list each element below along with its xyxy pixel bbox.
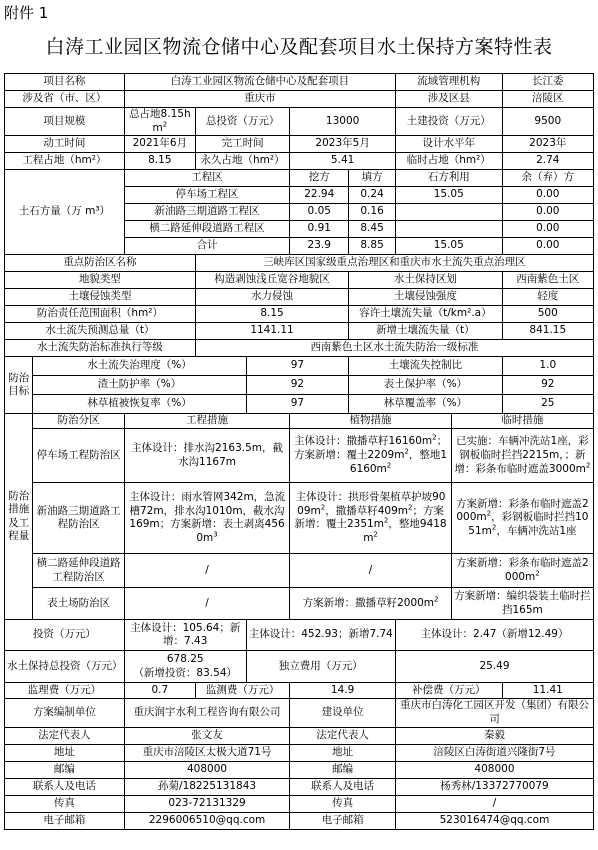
annex-label: 附件 1 (4, 4, 49, 22)
legal-rep-label: 法定代表人 (5, 727, 125, 744)
postcode-label: 邮编 (290, 761, 396, 778)
address-value: 涪陵区白涛街道兴隆街7号 (395, 744, 593, 761)
measures-header-area: 防治分区 (33, 414, 124, 429)
perm-value: 5.41 (290, 153, 396, 170)
earthwork-row-cut: 0.91 (290, 221, 349, 238)
earthwork-row-reuse (395, 221, 502, 238)
earthwork-row-reuse (395, 204, 502, 221)
earthwork-row-cut: 22.94 (290, 187, 349, 204)
zone-value: 西南紫色土区 (502, 272, 593, 289)
characteristics-table (4, 73, 594, 830)
area-value: 8.15 (124, 153, 195, 170)
target-value: 1.0 (502, 357, 593, 376)
contact-label: 联系人及电话 (290, 778, 396, 795)
postcode-label: 邮编 (5, 761, 125, 778)
earthwork-row-reuse: 15.05 (395, 187, 502, 204)
targets-side-label: 防治目标 (5, 357, 33, 414)
target-name: 林草覆盖率（%） (349, 395, 502, 414)
measure-temp: 已实施：车辆冲洗站1座，彩钢板临时拦挡2215m，；新增：彩条布临时遮盖$3000m^2$ (451, 429, 593, 483)
earthwork-header-cut: 挖方 (290, 170, 349, 187)
measure-eng: / (124, 588, 290, 620)
contact-value: 杨秀林/13372770079 (395, 778, 593, 795)
earthwork-row-spoil: 0.00 (502, 187, 593, 204)
key-area-value: 三峡库区国家级重点治理区和重庆市水土流失重点治理区 (195, 255, 593, 272)
earthwork-row-spoil: 0.00 (502, 204, 593, 221)
start-label: 动工时间 (5, 136, 125, 153)
temp-label: 临时占地（hm²） (395, 153, 502, 170)
fax-value: 023-72131329 (124, 795, 290, 812)
standard-label: 水土流失防治标准执行等级 (5, 340, 196, 357)
builder-value: 重庆市白涛化工园区开发（集团）有限公司 (395, 699, 593, 727)
builder-label: 建设单位 (290, 699, 396, 727)
target-name: 渣土防护率（%） (33, 376, 246, 395)
measures-header-temp: 临时措施 (451, 414, 593, 429)
fax-value: / (395, 795, 593, 812)
total-invest-value: 678.25 （新增投资：83.54） (124, 651, 246, 683)
investment-plant: 主体设计：452.93；新增7.74 (246, 620, 395, 651)
measure-area: 表土场防治区 (33, 588, 124, 620)
earthwork-row-fill: 0.16 (349, 204, 396, 221)
email-label: 电子邮箱 (290, 812, 396, 829)
civil-invest-value: 9500 (502, 108, 593, 136)
earthwork-row-area: 停车场工程区 (124, 187, 290, 204)
design-year-label: 设计水平年 (395, 136, 502, 153)
county-value: 涪陵区 (502, 91, 593, 108)
landform-value: 构造剥蚀浅丘宽谷地貌区 (195, 272, 348, 289)
legal-rep-label: 法定代表人 (290, 727, 396, 744)
indep-label: 独立费用（万元） (246, 651, 395, 683)
new-loss-value: 841.15 (502, 323, 593, 340)
earthwork-row-area: 横二路延伸段道路工程区 (124, 221, 290, 238)
measure-eng: / (124, 554, 290, 588)
email-label: 电子邮箱 (5, 812, 125, 829)
allow-value: 500 (502, 306, 593, 323)
earthwork-row-fill: 0.24 (349, 187, 396, 204)
target-name: 土壤流失控制比 (349, 357, 502, 376)
finish-value: 2023年5月 (290, 136, 396, 153)
zone-label: 水土保持区划 (349, 272, 502, 289)
compiler-value: 重庆润宇水利工程咨询有限公司 (124, 699, 290, 727)
finish-label: 完工时间 (195, 136, 289, 153)
fax-label: 传真 (290, 795, 396, 812)
postcode-value: 408000 (395, 761, 593, 778)
measure-eng: 主体设计：排水沟2163.5m，截水沟1167m (124, 429, 290, 483)
design-year-value: 2023年 (502, 136, 593, 153)
standard-value: 西南紫色土区水土流失防治一级标准 (195, 340, 593, 357)
measure-plant: 主体设计：撒播草籽$16160m^2$；方案新增：覆土$2209m^2$，整地$16160m^2$ (290, 429, 452, 483)
earthwork-total-fill: 8.85 (349, 238, 396, 255)
project-name-label: 项目名称 (5, 74, 125, 91)
indep-value: 25.49 (395, 651, 593, 683)
earthwork-row-spoil: 0.00 (502, 221, 593, 238)
earthwork-header-reuse: 石方利用 (395, 170, 502, 187)
perm-label: 永久占地（hm²） (195, 153, 289, 170)
legal-rep-value: 张文友 (124, 727, 290, 744)
supervision-label: 监理费（万元） (5, 683, 125, 699)
scale-label: 项目规模 (5, 108, 125, 136)
measure-temp: 方案新增：编织袋装土临时拦挡165m (451, 588, 593, 620)
target-name: 表土保护率（%） (349, 376, 502, 395)
erosion-intensity-label: 土壤侵蚀强度 (349, 289, 502, 306)
contact-label: 联系人及电话 (5, 778, 125, 795)
erosion-type-value: 水力侵蚀 (195, 289, 348, 306)
earthwork-header-fill: 填方 (349, 170, 396, 187)
province-value: 重庆市 (124, 91, 395, 108)
province-label: 涉及省（市、区） (5, 91, 125, 108)
earthwork-row-cut: 0.05 (290, 204, 349, 221)
measure-plant: 方案新增：撒播草籽$2000m^2$ (290, 588, 452, 620)
civil-invest-label: 土建投资（万元） (395, 108, 502, 136)
measure-temp: 方案新增：彩条布临时遮盖$2000m^2$，彩钢板临时拦挡$1051m^2$，车辆冲洗站1座 (451, 483, 593, 554)
investment-temp: 主体设计：2.47（新增12.49） (395, 620, 593, 651)
measure-eng: 主体设计：雨水管网342m，急流槽72m，排水沟1010m，截水沟169m；方案新增：表土剥离$4560m^3$ (124, 483, 290, 554)
earthwork-total-spoil: 0.00 (502, 238, 593, 255)
earthwork-side-label: 土石方量（万 m³） (5, 170, 125, 255)
email-value: 523016474@qq.com (395, 812, 593, 829)
allow-label: 容许土壤流失量（t/km².a） (349, 306, 502, 323)
measure-plant: / (290, 554, 452, 588)
key-area-label: 重点防治区名称 (5, 255, 196, 272)
target-name: 水土流失治理度（%） (33, 357, 246, 376)
temp-value: 2.74 (502, 153, 593, 170)
measure-area: 横二路延伸段道路工程防治区 (33, 554, 124, 588)
target-value: 25 (502, 395, 593, 414)
fax-label: 传真 (5, 795, 125, 812)
measure-plant: 主体设计：拱形骨架植草护坡$9009m^2$，撒播草籽$409m^2$；方案新增：覆土$2351m^2$，整地$9418m^2$ (290, 483, 452, 554)
new-loss-label: 新增土壤流失量（t） (349, 323, 502, 340)
address-value: 重庆市涪陵区太极大道71号 (124, 744, 290, 761)
measures-side-label: 防治措施及工程量 (5, 414, 33, 620)
earthwork-total-reuse: 15.05 (395, 238, 502, 255)
measure-area: 新油路三期道路工程防治区 (33, 483, 124, 554)
landform-label: 地貌类型 (5, 272, 196, 289)
address-label: 地址 (5, 744, 125, 761)
basin-label: 流域管理机构 (395, 74, 502, 91)
contact-value: 孙菊/18225131843 (124, 778, 290, 795)
earthwork-total-cut: 23.9 (290, 238, 349, 255)
postcode-value: 408000 (124, 761, 290, 778)
measures-header-plant: 植物措施 (290, 414, 452, 429)
target-value: 92 (246, 376, 349, 395)
resp-area-value: 8.15 (195, 306, 348, 323)
earthwork-header-spoil: 余（弃）方 (502, 170, 593, 187)
target-name: 林草植被恢复率（%） (33, 395, 246, 414)
county-label: 涉及区县 (395, 91, 502, 108)
monitor-value: 14.9 (290, 683, 396, 699)
compiler-label: 方案编制单位 (5, 699, 125, 727)
target-value: 97 (246, 395, 349, 414)
erosion-intensity-value: 轻度 (502, 289, 593, 306)
invest-label: 总投资（万元） (195, 108, 289, 136)
area-label: 工程占地（hm²） (5, 153, 125, 170)
predict-value: 1141.11 (195, 323, 348, 340)
investment-label: 投资（万元） (5, 620, 125, 651)
investment-eng: 主体设计：105.64；新增：7.43 (124, 620, 246, 651)
erosion-type-label: 土壤侵蚀类型 (5, 289, 196, 306)
monitor-label: 监测费（万元） (195, 683, 289, 699)
total-invest-label: 水土保持总投资（万元） (5, 651, 125, 683)
earthwork-row-fill: 8.45 (349, 221, 396, 238)
project-name-value: 白涛工业园区物流仓储中心及配套项目 (124, 74, 395, 91)
predict-label: 水土流失预测总量（t） (5, 323, 196, 340)
earthwork-row-area: 新油路三期道路工程区 (124, 204, 290, 221)
measures-header-eng: 工程措施 (124, 414, 290, 429)
document-title: 白涛工业园区物流仓储中心及配套项目水土保持方案特性表 (45, 36, 553, 58)
basin-value: 长江委 (502, 74, 593, 91)
target-value: 92 (502, 376, 593, 395)
address-label: 地址 (290, 744, 396, 761)
earthwork-total-label: 合计 (124, 238, 290, 255)
scale-value: 总占地$8.15hm^2$ (124, 108, 195, 136)
legal-rep-value: 秦毅 (395, 727, 593, 744)
start-value: 2021年6月 (124, 136, 195, 153)
resp-area-label: 防治责任范围面积（hm²） (5, 306, 196, 323)
invest-value: 13000 (290, 108, 396, 136)
measure-area: 停车场工程防治区 (33, 429, 124, 483)
comp-label: 补偿费（万元） (395, 683, 502, 699)
measure-temp: 方案新增：彩条布临时遮盖$2000m^2$ (451, 554, 593, 588)
supervision-value: 0.7 (124, 683, 195, 699)
comp-value: 11.41 (502, 683, 593, 699)
earthwork-header-area: 工程区 (124, 170, 290, 187)
email-value: 2296006510@qq.com (124, 812, 290, 829)
target-value: 97 (246, 357, 349, 376)
